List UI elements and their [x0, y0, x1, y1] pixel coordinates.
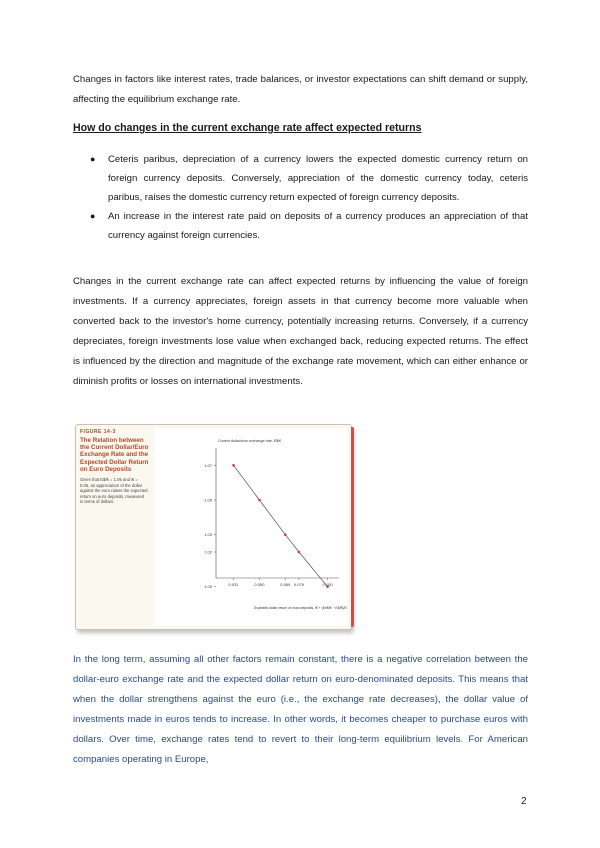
figure-accent-border	[351, 427, 354, 627]
figure-caption: Given that E$/€ = 1.05 and i€ = 0.05, an appreciation of the dollar against the euro raises the expected return on euro deposits, measured in terms of dollars.	[80, 477, 148, 505]
bullet-dot-icon: ●	[90, 154, 96, 164]
bullet-list	[73, 150, 528, 245]
y-tick-label: 1.07	[204, 462, 212, 468]
section-heading: How do changes in the current exchange rate affect expected returns	[73, 122, 422, 134]
y-tick-label: 1.00	[204, 584, 212, 590]
y-tick-label: 1.03	[204, 532, 212, 538]
x-axis-label: Expected dollar return on euro deposits, i€ + (Ee$/€ − E$/€)/E$/€	[254, 606, 347, 610]
figure-exchange-rate	[75, 424, 352, 630]
long-term-paragraph: In the long term, assuming all other factors remain constant, there is a negative correlation between the dollar-euro exchange rate and the expected dollar return on euro-denominated deposits. This means that when the dollar strengthens against the euro (i.e., the exchange rate decreases), the dollar value of investments made in euros tends to increase. In other words, it becomes cheaper to purchase euros with dollars. Over time, exchange rates tend to revert to their long-term equilibrium levels. For American companies operating in Europe,	[73, 654, 528, 765]
data-point	[232, 464, 235, 467]
bullet-dot-icon: ●	[90, 211, 96, 221]
bullet-text: Ceteris paribus, depreciation of a currency lowers the expected domestic currency return on foreign currency deposits. Conversely, appreciation of the domestic currency today, ceteris paribus, raises the domestic currency return expected of foreign currency deposits.	[108, 154, 528, 203]
body-paragraph: Changes in the current exchange rate can affect expected returns by influencing the value of foreign investments. If a currency appreciates, foreign assets in that currency become more valuable when converted back to the investor's home currency, potentially increasing returns. Conversely, if a currency depreciates, foreign investments lose value when exchanged back, reducing expected returns. The effect is influenced by the direction and magnitude of the exchange rate movement, which can either enhance or diminish profits or losses on international investments.	[73, 276, 528, 387]
scatter-chart	[154, 428, 347, 626]
chart-area	[154, 428, 347, 626]
bullet-text: An increase in the interest rate paid on deposits of a currency produces an appreciation of that currency against foreign currencies.	[108, 211, 528, 241]
figure-title: The Relation between the Current Dollar/Euro Exchange Rate and the Expected Dollar Return on Euro Deposits	[80, 437, 149, 473]
intro-paragraph: Changes in factors like interest rates, trade balances, or investor expectations can shift demand or supply, affecting the equilibrium exchange rate.	[73, 74, 528, 105]
x-tick-label: 0.079	[293, 582, 304, 587]
y-axis-label: Current dollar/euro exchange rate, E$/€	[218, 439, 282, 443]
y-tick-label: 1.02	[204, 549, 212, 555]
data-point	[298, 551, 301, 554]
series-line	[234, 465, 328, 586]
data-point	[258, 499, 261, 502]
figure-label: FIGURE 14-3	[80, 429, 116, 435]
y-tick-label: 1.05	[204, 497, 212, 503]
data-point	[284, 533, 287, 536]
x-tick-label: 0.050	[254, 582, 265, 587]
x-tick-label: 0.031	[228, 582, 239, 587]
x-tick-label: 0.100	[322, 582, 333, 587]
x-tick-label: 0.069	[280, 582, 291, 587]
bullet-item	[73, 207, 528, 245]
page-number: 2	[521, 796, 527, 807]
bullet-item	[73, 150, 528, 207]
